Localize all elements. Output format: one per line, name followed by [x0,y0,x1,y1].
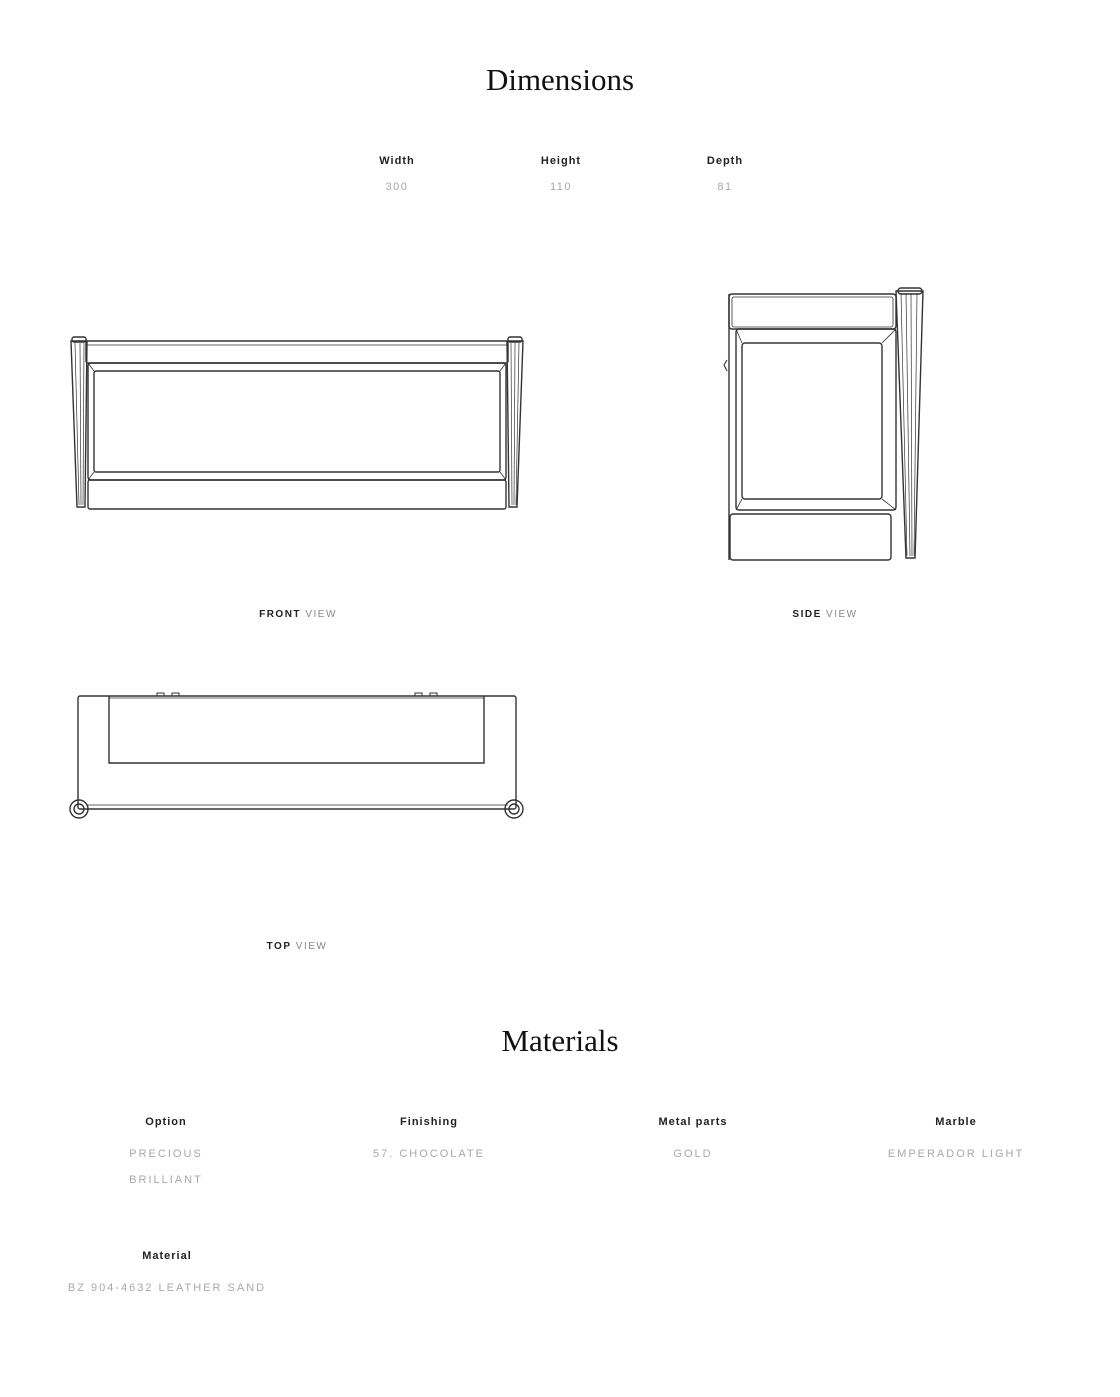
side-view-caption [675,609,975,620]
height-label: Height [540,155,582,167]
depth-label: Depth [706,155,744,167]
top-view-caption-bold: TOP [266,941,292,952]
option-label: Option [145,1116,187,1128]
depth-spec [625,155,825,193]
material-label: Material [142,1250,192,1262]
material-spec [37,1250,297,1301]
option-value: PRECIOUS BRILLIANT [129,1148,203,1186]
top-view-caption [147,941,447,952]
marble-label: Marble [935,1116,977,1128]
front-view-caption-light: VIEW [301,609,337,620]
side-view-drawing [720,285,930,570]
width-value: 300 [385,181,409,193]
front-view-caption-bold: FRONT [259,609,302,620]
materials-title: Materials [501,1023,619,1058]
finishing-spec [309,1116,549,1167]
front-view-caption [148,609,448,620]
material-value: BZ 904-4632 LEATHER SAND [67,1282,267,1294]
dimensions-title: Dimensions [485,62,635,97]
finishing-value: 57. CHOCOLATE [373,1148,485,1160]
option-spec [46,1116,286,1193]
marble-spec [836,1116,1076,1167]
width-label: Width [379,155,415,167]
metal-parts-spec [573,1116,813,1167]
side-view-caption-bold: SIDE [792,609,822,620]
top-view-drawing [60,685,540,825]
depth-value: 81 [717,181,733,193]
top-view-caption-light: VIEW [291,941,328,952]
side-view-caption-light: VIEW [821,609,858,620]
front-view-drawing [60,325,540,525]
metal-parts-label: Metal parts [658,1116,728,1128]
marble-value: EMPERADOR LIGHT [887,1148,1025,1160]
height-value: 110 [549,181,573,193]
finishing-label: Finishing [400,1116,458,1128]
metal-parts-value: GOLD [673,1148,713,1160]
